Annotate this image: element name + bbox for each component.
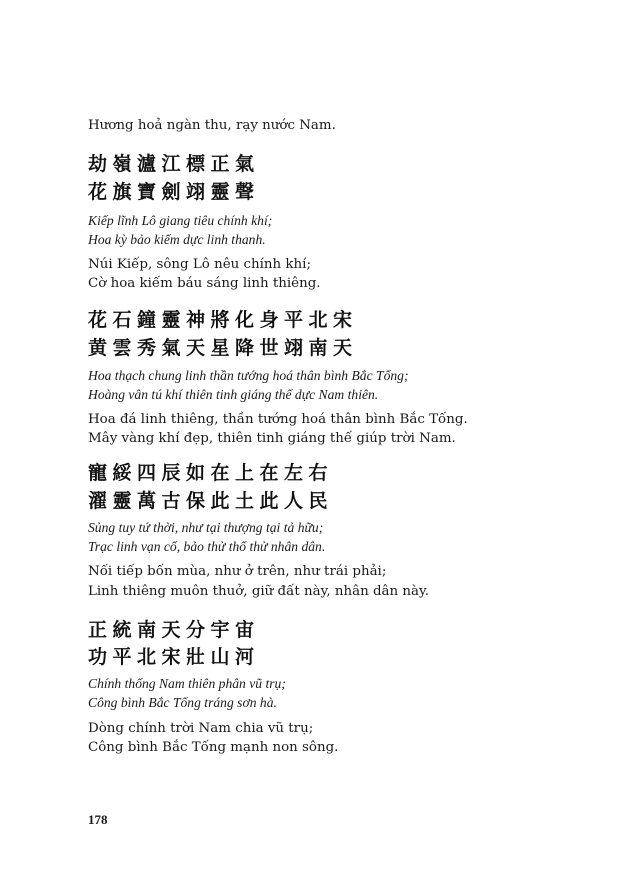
translation-line: Mây vàng khí đẹp, thiên tinh giáng thế giúp trời Nam. (88, 431, 456, 446)
translation-line: Hoa đá linh thiêng, thần tướng hoá thân bình Bắc Tống. (88, 412, 468, 427)
han-line: 花石鐘靈神將化身平北宋 (88, 309, 358, 331)
translation-line: Núi Kiếp, sông Lô nêu chính khí; (88, 257, 311, 272)
translation-line: Công bình Bắc Tống mạnh non sông. (88, 740, 339, 755)
transliteration-line: Chính thống Nam thiên phân vũ trụ; (88, 676, 286, 691)
translation-line: Dòng chính trời Nam chia vũ trụ; (88, 721, 314, 736)
transliteration-line: Trạc linh vạn cổ, bảo thử thổ thử nhân dân. (88, 539, 326, 554)
han-line: 黄雲秀氣天星降世翊南天 (88, 337, 358, 359)
han-line: 花旗寶劍翊靈聲 (88, 181, 260, 203)
han-line: 寵綏四辰如在上在左右 (88, 462, 334, 484)
transliteration-line: Công bình Bắc Tống tráng sơn hà. (88, 695, 277, 710)
translation-line: Nối tiếp bốn mùa, như ở trên, như trái phải; (88, 564, 387, 579)
intro-line: Hương hoả ngàn thu, rạy nước Nam. (88, 118, 336, 133)
han-line: 正統南天分宇宙 (88, 619, 260, 641)
transliteration-line: Sủng tuy tứ thời, như tại thượng tại tả hữu; (88, 520, 324, 535)
han-line: 濯靈萬古保此土此人民 (88, 490, 334, 512)
transliteration-line: Hoa kỳ bảo kiếm dực linh thanh. (88, 232, 266, 247)
page-number: 178 (88, 812, 108, 827)
transliteration-line: Hoa thạch chung linh thần tướng hoá thân bình Bắc Tống; (88, 368, 409, 383)
translation-line: Linh thiêng muôn thuở, giữ đất này, nhân dân này. (88, 584, 430, 599)
transliteration-line: Kiếp lĩnh Lô giang tiêu chính khí; (88, 213, 273, 228)
transliteration-line: Hoàng vân tú khí thiên tinh giáng thế dực Nam thiên. (88, 387, 379, 402)
translation-line: Cờ hoa kiếm báu sáng linh thiêng. (88, 276, 321, 291)
han-line: 劫嶺瀘江標正氣 (88, 153, 260, 175)
han-line: 功平北宋壯山河 (88, 646, 260, 668)
